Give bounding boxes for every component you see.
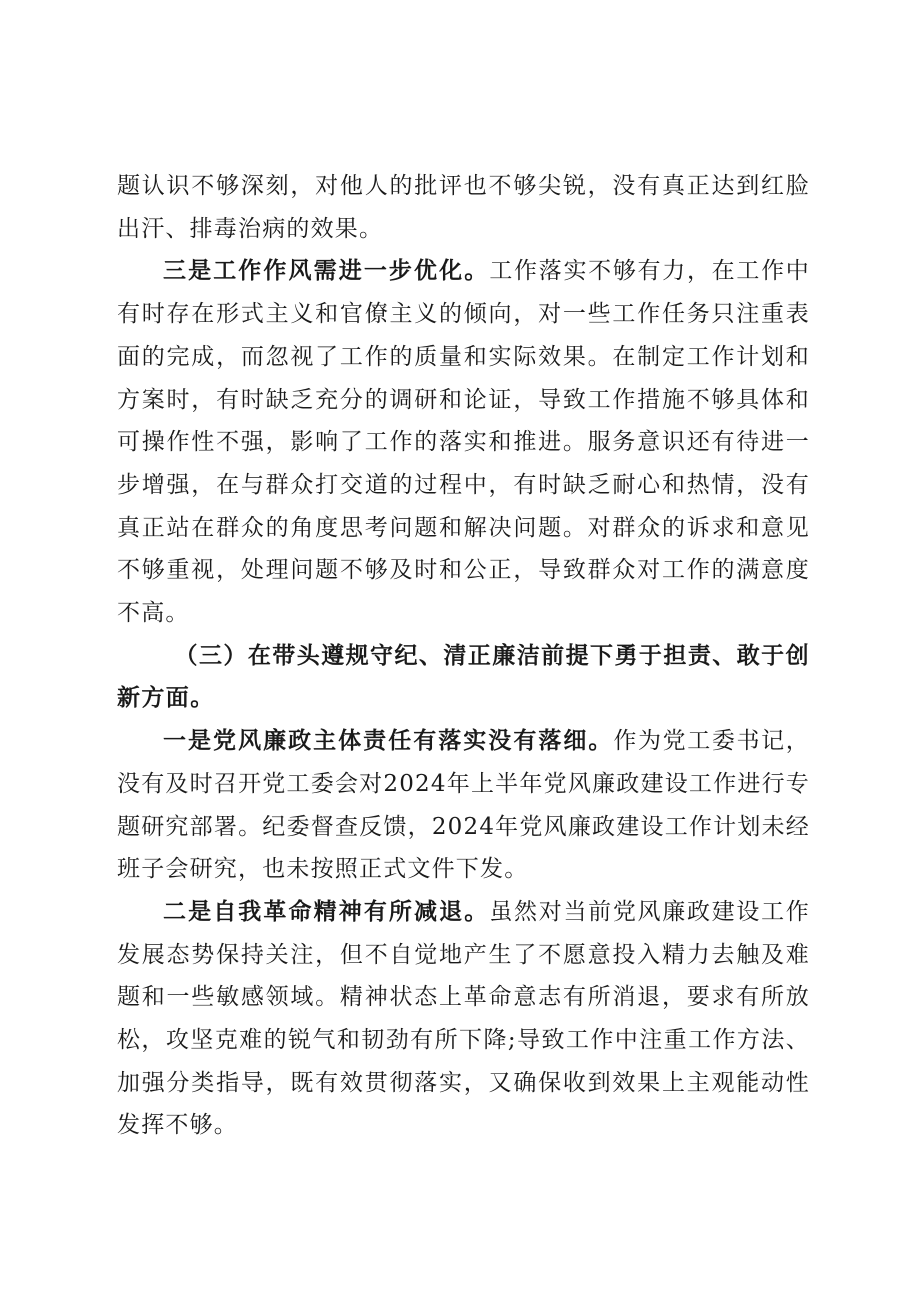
section-heading-text: （三）在带头遵规守纪、清正廉洁前提下勇于担责、敢于创新方面。 [117,641,810,712]
paragraph-lead: 一是党风廉政主体责任有落实没有落细。 [163,727,614,755]
paragraph-item-three [117,250,810,634]
paragraph-text: 工作落实不够有力，在工作中有时存在形式主义和官僚主义的倾向，对一些工作任务只注重表面的完成，而忽视了工作的质量和实际效果。在制定工作计划和方案时，有时缺乏充分的调研和论证，导致工作措施不够具体和可操作性不强，影响了工作的落实和推进。服务意识还有待进一步增强，在与群众打交道的过程中，有时缺乏耐心和热情，没有真正站在群众的角度思考问题和解决问题。对群众的诉求和意见不够重视，处理问题不够及时和公正，导致群众对工作的满意度不高。 [117,258,810,627]
paragraph-item-one [117,720,810,891]
paragraph-continuation [117,165,810,250]
section-heading [117,635,810,720]
paragraph-item-two [117,891,810,1147]
paragraph-text: 题认识不够深刻，对他人的批评也不够尖锐，没有真正达到红脸出汗、排毒治病的效果。 [117,173,810,242]
paragraph-lead: 二是自我革命精神有所减退。 [163,897,490,925]
paragraph-text: 作为党工委书记，没有及时召开党工委会对2024年上半年党风廉政建设工作进行专题研究部署。纪委督查反馈，2024年党风廉政建设工作计划未经班子会研究，也未按照正式文件下发。 [117,728,810,883]
paragraph-lead: 三是工作作风需进一步优化。 [163,257,490,285]
paragraph-text: 虽然对当前党风廉政建设工作发展态势保持关注，但不自觉地产生了不愿意投入精力去触及难题和一些敏感领域。精神状态上革命意志有所消退，要求有所放松，攻坚克难的锐气和韧劲有所下降;导致工作中注重工作方法、加强分类指导，既有效贯彻落实，又确保收到效果上主观能动性发挥不够。 [117,898,810,1139]
